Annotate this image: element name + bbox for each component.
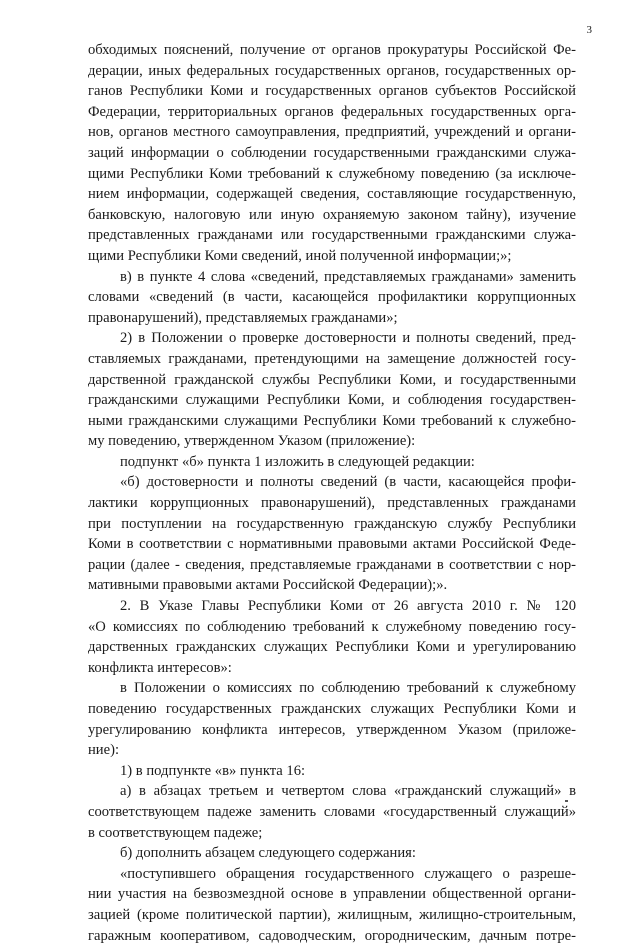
text-line: Коми в соответствии с нормативными правовыми актами Российской Феде- [88, 536, 576, 553]
text-line: «поступившего обращения государственного служащего о разреше- [120, 865, 576, 882]
text-line: рации (далее - сведения, представляемые гражданами в соответствии с нор- [88, 556, 576, 573]
text-line: мативными правовыми актами Российской Федерации);». [88, 577, 448, 594]
document-body [88, 40, 576, 946]
text-line: зацией (кроме политической партии), жилищным, жилищно-строительным, [88, 906, 576, 923]
text-line: заций информации о соблюдении государственными гражданскими служа- [88, 144, 576, 161]
text-line: в) в пункте 4 слова «сведений, представляемых гражданами» заменить [120, 268, 576, 285]
text-line: урегулированию конфликта интересов, утвержденном Указом (приложе- [88, 721, 576, 738]
text-line: в соответствующем падеже; [88, 824, 263, 841]
text-line: Федерации, территориальных органов федеральных государственных орга- [88, 103, 576, 120]
text-line: дарственных гражданских служащих Республики Коми и урегулированию [88, 639, 576, 656]
text-line: щими Республики Коми требований к служебному поведению (за исключе- [88, 165, 576, 182]
text-line: конфликта интересов»: [88, 659, 232, 676]
text-line: нии участия на безвозмездной основе в управлении общественной органи- [88, 886, 576, 903]
text-line: дерации, иных федеральных государственных органов, государственных ор- [88, 62, 576, 79]
text-line: представленных гражданами или государственными гражданскими служа- [88, 227, 576, 244]
text-line: нием информации, содержащей сведения, составляющие государственную, [88, 186, 576, 203]
text-line: банковскую, налоговую или иную охраняемую законом тайну), изучение [88, 206, 576, 223]
text-line: му поведению, утвержденном Указом (приложение): [88, 433, 416, 450]
text-line: «б) достоверности и полноты сведений (в части, касающейся профи- [120, 474, 576, 491]
text-line: ставляемых гражданами, претендующими на замещение должностей госу- [88, 350, 576, 367]
scan-mark [565, 800, 568, 802]
text-line: 2) в Положении о проверке достоверности и полноты сведений, пред- [120, 330, 576, 347]
text-line: соответствующем падеже заменить словами «государственный служащий» [88, 803, 576, 820]
text-line: ганов Республики Коми и государственных органов субъектов Российской [88, 83, 576, 100]
text-line: при поступлении на государственную гражданскую службу Республики [88, 515, 576, 532]
text-line: ными гражданскими служащими Республики Коми требований к служебно- [88, 412, 576, 429]
text-line: гаражным кооперативом, садоводческим, огородническим, дачным потре- [88, 927, 576, 944]
text-line: обходимых пояснений, получение от органов прокуратуры Российской Фе- [88, 42, 576, 58]
text-line: 1) в подпункте «в» пункта 16: [120, 762, 306, 779]
text-line: 2. В Указе Главы Республики Коми от 26 августа 2010 г. № 120 [120, 598, 576, 615]
text-line: а) в абзацах третьем и четвертом слова «гражданский служащий» в [120, 783, 576, 800]
page-number: 3 [586, 24, 592, 36]
text-line: подпункт «б» пункта 1 изложить в следующей редакции: [120, 453, 475, 470]
text-line: поведению государственных гражданских служащих Республики Коми и [88, 701, 576, 717]
text-line: гражданскими служащими Республики Коми, и соблюдения государствен- [88, 392, 576, 409]
text-line: в Положении о комиссиях по соблюдению требований к служебному [120, 680, 576, 697]
text-line: б) дополнить абзацем следующего содержания: [120, 845, 416, 862]
text-line: словами «сведений (в части, касающейся профилактики коррупционных [88, 289, 576, 306]
text-line: щими Республики Коми сведений, иной полученной информации;»; [88, 247, 512, 264]
text-line: лактики коррупционных правонарушений), представленных гражданами [88, 495, 576, 512]
text-line: «О комиссиях по соблюдению требований к служебному поведению госу- [88, 618, 576, 635]
text-line: правонарушений), представляемых гражданами»; [88, 309, 398, 326]
text-line: ние): [88, 742, 120, 759]
text-line: дарственной гражданской службы Республики Коми, и государственными [88, 371, 576, 388]
text-line: нов, органов местного самоуправления, предприятий, учреждений и органи- [88, 124, 576, 141]
